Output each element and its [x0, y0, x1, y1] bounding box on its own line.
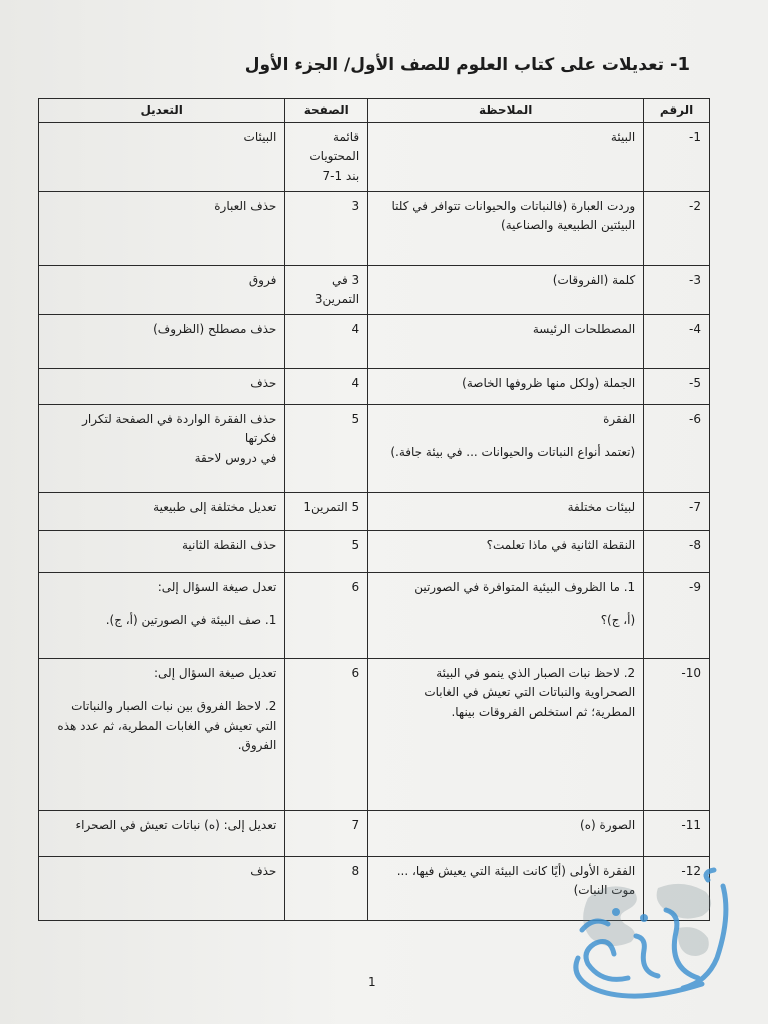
cell-modification-line: فروق — [248, 272, 277, 287]
cell-note-line: كلمة (الفروقات) — [552, 272, 636, 287]
cell-page-line: 5 — [351, 412, 360, 427]
cell-page-line: 7 — [351, 818, 360, 833]
cell-number: 1- — [644, 123, 710, 192]
cell-note-line — [376, 429, 635, 443]
header-number: الرقم — [644, 99, 710, 123]
table-row — [39, 531, 710, 573]
cell-number: 4- — [644, 315, 710, 369]
table-header-row — [39, 99, 710, 123]
cell-page-line: قائمة المحتويات — [309, 130, 360, 164]
cell-modification — [39, 123, 285, 192]
cell-note — [368, 191, 644, 265]
cell-page — [285, 857, 368, 921]
cell-page — [285, 659, 368, 811]
cell-modification-line — [47, 683, 276, 697]
document-title — [244, 54, 690, 75]
cell-page-line: 8 — [351, 864, 360, 879]
table-row — [39, 405, 710, 493]
cell-number: 12- — [644, 857, 710, 921]
cell-modification — [39, 265, 285, 314]
cell-note-line: لبيئات مختلفة — [567, 500, 636, 515]
cell-number: 7- — [644, 493, 710, 531]
cell-page — [285, 405, 368, 493]
cell-note-line: المصطلحات الرئيسة — [532, 322, 636, 337]
cell-modification-line: في دروس لاحقة — [194, 450, 277, 465]
cell-modification — [39, 857, 285, 921]
cell-note — [368, 405, 644, 493]
cell-page-line: 4 — [351, 376, 360, 391]
cell-modification-line: حذف — [250, 864, 277, 879]
cell-modification-line: تعديل إلى: (ه) نباتات تعيش في الصحراء — [75, 818, 277, 833]
cell-number: 3- — [644, 265, 710, 314]
cell-note — [368, 659, 644, 811]
cell-modification-line: تعدل صيغة السؤال إلى: — [157, 580, 277, 595]
cell-note — [368, 315, 644, 369]
header-page: الصفحة — [285, 99, 368, 123]
cell-page-line: 3 في التمرين3 — [314, 272, 360, 306]
modifications-table — [38, 98, 710, 921]
cell-note-line: الجملة (ولكل منها ظروفها الخاصة) — [462, 376, 636, 391]
page-number: 1 — [368, 975, 376, 989]
table-row — [39, 659, 710, 811]
cell-note-line: الفقرة — [603, 412, 636, 427]
cell-page-line: 6 — [351, 580, 360, 595]
table-row — [39, 493, 710, 531]
cell-note-line: البيئتين الطبيعية والصناعية) — [501, 217, 636, 232]
cell-number: 9- — [644, 573, 710, 659]
table-row — [39, 369, 710, 405]
cell-page-line: 6 — [351, 666, 360, 681]
cell-page — [285, 191, 368, 265]
cell-modification-line: تعديل مختلفة إلى طبيعية — [153, 500, 277, 515]
cell-modification — [39, 531, 285, 573]
table-row — [39, 315, 710, 369]
table-row — [39, 811, 710, 857]
cell-page — [285, 531, 368, 573]
cell-modification-line: حذف الفقرة الواردة في الصفحة لتكرار فكرتها — [82, 412, 277, 446]
cell-page — [285, 493, 368, 531]
cell-page-line: 5 التمرين1 — [303, 500, 360, 515]
cell-modification-line: البيئات — [243, 130, 277, 145]
cell-number: 8- — [644, 531, 710, 573]
cell-modification-line: حذف النقطة الثانية — [181, 538, 277, 553]
cell-modification — [39, 315, 285, 369]
cell-modification-line: التي تعيش في الغابات المطرية، ثم عدد هذه — [57, 718, 277, 733]
cell-modification — [39, 405, 285, 493]
cell-note — [368, 857, 644, 921]
cell-note-line: المطرية؛ ثم استخلص الفروقات بينها. — [451, 704, 636, 719]
cell-note-line — [376, 597, 635, 611]
table-row — [39, 857, 710, 921]
header-note: الملاحظة — [368, 99, 644, 123]
cell-modification-line — [47, 597, 276, 611]
cell-note — [368, 811, 644, 857]
title-number: 1- — [669, 54, 690, 75]
cell-number: 5- — [644, 369, 710, 405]
cell-note-line: الفقرة الأولى (أيًا كانت البيئة التي يعيش فيها، ... — [396, 864, 636, 879]
cell-note-line: الصحراوية والنباتات التي تعيش في الغابات — [424, 685, 636, 700]
table-row — [39, 123, 710, 192]
header-modification: التعديل — [39, 99, 285, 123]
cell-note — [368, 123, 644, 192]
cell-note-line: (تعتمد أنواع النباتات والحيوانات ... في بيئة جافة.) — [390, 445, 636, 460]
cell-note-line: موت النبات) — [573, 883, 636, 898]
cell-note-line: 2. لاحظ نبات الصبار الذي ينمو في البيئة — [436, 666, 636, 681]
cell-note-line: (أ، ج)؟ — [600, 613, 636, 628]
cell-modification — [39, 573, 285, 659]
table-row — [39, 191, 710, 265]
cell-page — [285, 811, 368, 857]
cell-page-line: 4 — [351, 322, 360, 337]
cell-modification — [39, 369, 285, 405]
cell-modification-line: تعديل صيغة السؤال إلى: — [154, 666, 277, 681]
cell-number: 6- — [644, 405, 710, 493]
table-row — [39, 573, 710, 659]
table-row — [39, 265, 710, 314]
cell-page-line: 5 — [351, 538, 360, 553]
cell-page — [285, 123, 368, 192]
cell-page-line: 3 — [351, 198, 360, 213]
title-text: تعديلات على كتاب العلوم للصف الأول/ الجزء الأول — [244, 55, 665, 75]
cell-note — [368, 573, 644, 659]
cell-note-line: البيئة — [610, 130, 636, 145]
table-body — [39, 123, 710, 921]
cell-number: 2- — [644, 191, 710, 265]
cell-page — [285, 369, 368, 405]
cell-note-line: النقطة الثانية في ماذا تعلمت؟ — [486, 538, 636, 553]
cell-modification — [39, 811, 285, 857]
cell-page-line: بند 1-7 — [322, 168, 360, 183]
cell-modification-line: حذف العبارة — [214, 198, 277, 213]
cell-page — [285, 265, 368, 314]
cell-modification-line: الفروق. — [237, 737, 277, 752]
cell-modification-line: 2. لاحظ الفروق بين نبات الصبار والنباتات — [71, 699, 277, 714]
cell-modification — [39, 659, 285, 811]
cell-modification — [39, 493, 285, 531]
cell-note-line: الصورة (ه) — [580, 818, 636, 833]
cell-page — [285, 315, 368, 369]
cell-note-line: 1. ما الظروف البيئية المتوافرة في الصورتين — [414, 580, 636, 595]
cell-note — [368, 369, 644, 405]
cell-note — [368, 265, 644, 314]
cell-modification-line: حذف — [250, 376, 277, 391]
cell-modification-line: حذف مصطلح (الظروف) — [153, 322, 277, 337]
cell-number: 10- — [644, 659, 710, 811]
cell-modification — [39, 191, 285, 265]
cell-note — [368, 493, 644, 531]
cell-note — [368, 531, 644, 573]
cell-number: 11- — [644, 811, 710, 857]
cell-page — [285, 573, 368, 659]
cell-modification-line: 1. صف البيئة في الصورتين (أ، ج). — [105, 613, 277, 628]
cell-note-line: وردت العبارة (فالنباتات والحيوانات تتوافر في كلتا — [391, 198, 636, 213]
